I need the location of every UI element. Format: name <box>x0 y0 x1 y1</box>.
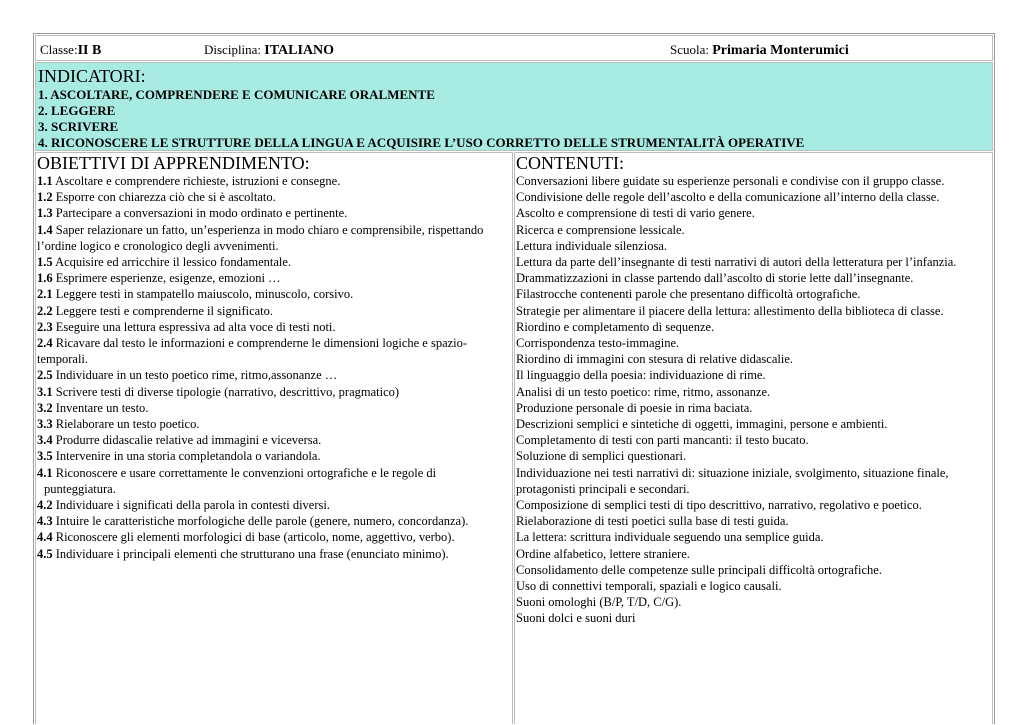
contenuto-item: Strategie per alimentare il piacere della lettura: allestimento della biblioteca di classe. <box>516 303 944 318</box>
obiettivo-text: Individuare i significati della parola in contesti diversi. <box>55 498 330 513</box>
contenuto-item: Lettura individuale silenziosa. <box>516 238 667 253</box>
obiettivo-number: 2.3 <box>37 319 53 334</box>
obiettivo-number: 3.5 <box>37 449 53 464</box>
obiettivo-number: 1.5 <box>37 255 53 270</box>
obiettivo-item <box>37 529 512 545</box>
obiettivo-item <box>37 319 512 335</box>
obiettivo-text: Rielaborare un testo poetico. <box>55 417 200 432</box>
contenuti-list <box>515 173 992 627</box>
obiettivo-text: Intuire le caratteristiche morfologiche delle parole (genere, numero, concordanza). <box>55 514 469 529</box>
obiettivo-item <box>37 400 512 416</box>
obiettivo-number: 1.1 <box>37 174 53 188</box>
obiettivo-number: 4.5 <box>37 546 53 561</box>
contenuto-item: Il linguaggio della poesia: individuazione di rime. <box>516 368 766 383</box>
obiettivo-text: Inventare un testo. <box>55 400 149 415</box>
contenuto-item: Drammatizzazioni in classe partendo dall’ascolto di storie lette dall’insegnante. <box>516 271 914 286</box>
obiettivo-item <box>37 384 512 400</box>
contenuto-item: Ascolto e comprensione di testi di vario genere. <box>516 206 755 221</box>
obiettivo-number: 3.3 <box>37 417 53 432</box>
obiettivo-number: 4.4 <box>37 530 53 545</box>
obiettivo-number: 1.3 <box>37 206 53 221</box>
contenuto-item: Filastrocche contenenti parole che presentano difficoltà ortografiche. <box>516 287 861 302</box>
obiettivo-text: Eseguire una lettura espressiva ad alta voce di testi noti. <box>55 319 336 334</box>
obiettivo-item <box>37 286 512 302</box>
obiettivo-number: 4.2 <box>37 498 53 513</box>
contenuto-item: Condivisione delle regole dell’ascolto e della comunicazione all’interno della classe. <box>516 190 940 205</box>
obiettivo-item <box>37 367 512 383</box>
obiettivo-item <box>37 303 512 319</box>
obiettivo-text: Partecipare a conversazioni in modo ordinato e pertinente. <box>55 206 348 221</box>
obiettivo-text: Acquisire ed arricchire il lessico fondamentale. <box>55 255 292 270</box>
obiettivo-number: 2.1 <box>37 287 53 302</box>
obiettivo-number: 4.3 <box>37 514 53 529</box>
disciplina-value: ITALIANO <box>264 43 335 58</box>
obiettivo-number: 3.4 <box>37 433 53 448</box>
contenuto-item: Consolidamento delle competenze sulle principali difficoltà ortografiche. <box>516 562 882 577</box>
scuola-field <box>670 42 849 59</box>
indicatore-1: 1. ASCOLTARE, COMPRENDERE E COMUNICARE ORALMENTE <box>38 87 435 102</box>
contenuto-item: Ricerca e comprensione lessicale. <box>516 222 685 237</box>
obiettivo-number: 4.1 <box>37 465 53 480</box>
obiettivo-item <box>37 254 512 270</box>
contenuto-item: Completamento di testi con parti mancanti: il testo bucato. <box>516 433 809 448</box>
obiettivo-text: Leggere testi in stampatello maiuscolo, minuscolo, corsivo. <box>55 287 354 302</box>
obiettivo-text: Intervenire in una storia completandola o variandola. <box>55 449 321 464</box>
obiettivo-number: 1.4 <box>37 222 53 237</box>
obiettivo-text: Esprimere esperienze, esigenze, emozioni … <box>55 271 281 286</box>
contenuto-item: Composizione di semplici testi di tipo descrittivo, narrativo, regolativo e poetico. <box>516 498 922 513</box>
obiettivo-item <box>37 335 512 367</box>
contenuto-item: Suoni omologhi (B/P, T/D, C/G). <box>516 595 682 610</box>
contenuto-item: Suoni dolci e suoni duri <box>516 611 636 626</box>
obiettivo-text: Saper relazionare un fatto, un’esperienza in modo chiaro e comprensibile, rispettando l’ordine logico e cronologico degli avvenimenti. <box>37 222 484 253</box>
obiettivo-number: 2.4 <box>37 336 53 351</box>
obiettivo-item <box>37 222 512 254</box>
obiettivo-text: Riconoscere gli elementi morfologici di base (articolo, nome, aggettivo, verbo). <box>55 530 455 545</box>
contenuti-column <box>514 152 993 724</box>
obiettivo-number: 2.2 <box>37 303 53 318</box>
obiettivo-item <box>37 448 512 464</box>
obiettivo-number: 3.1 <box>37 384 53 399</box>
obiettivo-text: Ascoltare e comprendere richieste, istruzioni e consegne. <box>55 174 341 188</box>
obiettivo-text-continued: punteggiatura. <box>44 481 116 496</box>
obiettivo-text: Leggere testi e comprenderne il significato. <box>55 303 274 318</box>
contenuto-item: Corrispondenza testo-immagine. <box>516 336 680 351</box>
obiettivi-list <box>36 173 512 562</box>
curriculum-table <box>33 33 995 724</box>
obiettivo-item <box>37 189 512 205</box>
obiettivo-text: Scrivere testi di diverse tipologie (narrativo, descrittivo, pragmatico) <box>55 384 400 399</box>
obiettivo-text: Individuare i principali elementi che strutturano una frase (enunciato minimo). <box>55 546 449 561</box>
classe-value: II B <box>77 43 102 58</box>
obiettivo-item <box>37 497 512 513</box>
disciplina-field <box>204 42 334 59</box>
obiettivi-title: OBIETTIVI DI APPRENDIMENTO: <box>37 153 310 173</box>
contenuto-item: Produzione personale di poesie in rima baciata. <box>516 400 753 415</box>
obiettivo-text: Ricavare dal testo le informazioni e comprenderne le dimensioni logiche e spazio-temporali. <box>37 336 468 367</box>
scuola-label: Scuola: <box>670 42 709 57</box>
obiettivo-item <box>37 546 512 562</box>
contenuto-item: Ordine alfabetico, lettere straniere. <box>516 546 690 561</box>
obiettivo-number: 2.5 <box>37 368 53 383</box>
disciplina-label: Disciplina: <box>204 42 262 57</box>
indicatori-section <box>35 62 993 151</box>
obiettivo-text: Riconoscere e usare correttamente le convenzioni ortografiche e le regole di <box>55 465 437 480</box>
classe-field <box>40 42 101 59</box>
obiettivo-number: 1.2 <box>37 190 53 205</box>
contenuto-item: Analisi di un testo poetico: rime, ritmo, assonanze. <box>516 384 771 399</box>
obiettivo-number: 3.2 <box>37 400 53 415</box>
contenuto-item: Soluzione di semplici questionari. <box>516 449 687 464</box>
contenuto-item: Descrizioni semplici e sintetiche di oggetti, immagini, persone e ambienti. <box>516 417 888 432</box>
indicatori-title: INDICATORI: <box>38 66 146 86</box>
obiettivo-item <box>37 432 512 448</box>
contenuto-item: Uso di connettivi temporali, spaziali e logico causali. <box>516 579 782 594</box>
indicatore-4: 4. RICONOSCERE LE STRUTTURE DELLA LINGUA E ACQUISIRE L’USO CORRETTO DELLE STRUMENTALITÀ OPERATIVE <box>38 135 805 150</box>
header-row <box>35 35 993 61</box>
obiettivo-text: Produrre didascalie relative ad immagini e viceversa. <box>55 433 322 448</box>
scuola-value: Primaria Monterumici <box>712 43 849 58</box>
obiettivo-item <box>37 270 512 286</box>
contenuto-item: Lettura da parte dell’insegnante di testi narrativi di autori della letteratura per l’infanzia. <box>516 255 957 270</box>
indicatore-3: 3. SCRIVERE <box>38 119 119 134</box>
obiettivo-item <box>37 173 512 189</box>
indicatore-2: 2. LEGGERE <box>38 103 116 118</box>
obiettivo-item <box>37 465 512 497</box>
contenuto-item: Rielaborazione di testi poetici sulla base di testi guida. <box>516 514 789 529</box>
contenuto-item: Riordino e completamento di sequenze. <box>516 319 715 334</box>
contenuto-item: La lettera: scrittura individuale seguendo una semplice guida. <box>516 530 824 545</box>
contenuto-item: Riordino di immagini con stesura di relative didascalie. <box>516 352 794 367</box>
obiettivi-column <box>35 152 513 724</box>
obiettivo-text: Individuare in un testo poetico rime, ritmo,assonanze … <box>55 368 338 383</box>
obiettivo-text: Esporre con chiarezza ciò che si è ascoltato. <box>55 190 276 205</box>
classe-label: Classe: <box>40 42 78 57</box>
contenuto-item: Individuazione nei testi narrativi di: situazione iniziale, svolgimento, situazione finale, protagonisti principali e secondari. <box>516 465 949 496</box>
document-page <box>33 33 995 725</box>
obiettivo-item <box>37 416 512 432</box>
obiettivo-item <box>37 513 512 529</box>
obiettivo-item <box>37 205 512 221</box>
contenuto-item: Conversazioni libere guidate su esperienze personali e condivise con il gruppo classe. <box>516 174 945 188</box>
contenuti-title: CONTENUTI: <box>516 153 624 173</box>
obiettivo-number: 1.6 <box>37 271 53 286</box>
